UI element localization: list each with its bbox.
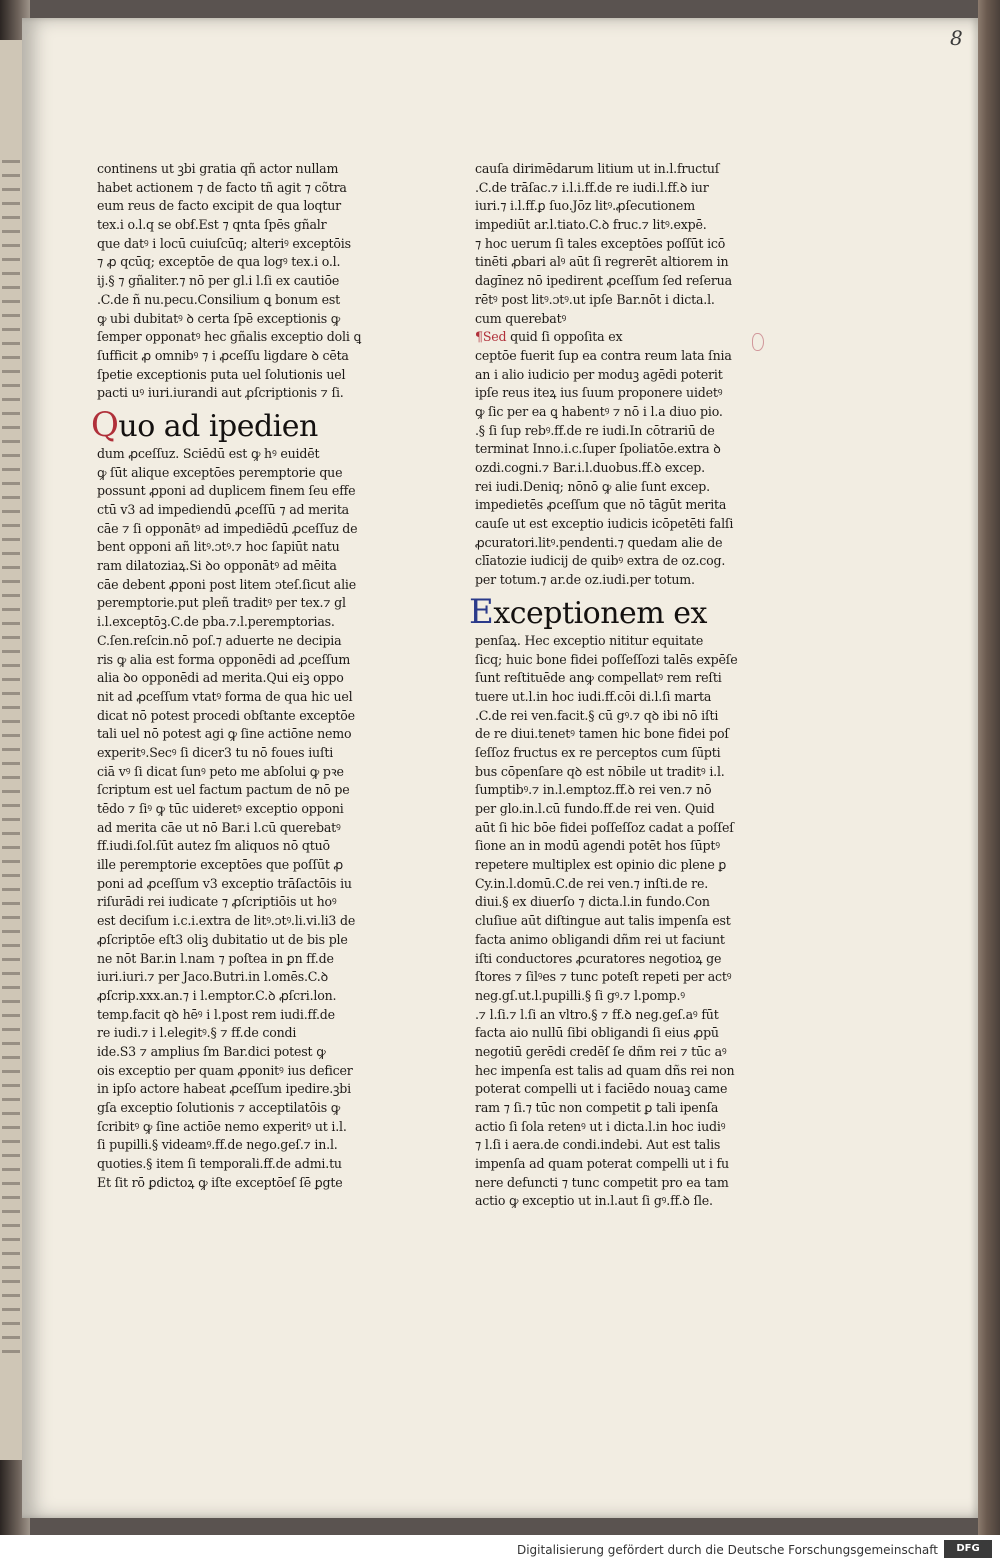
text-line: habet actionem ⁊ de facto tñ agit ⁊ cõtra <box>97 179 347 195</box>
text-line: ſcribitꝰ ꝙ ſine actiōe nemo experitꝰ ut i.l. <box>97 1118 347 1134</box>
text-line: ſeſſoz fructus ex re perceptos cum ſūpti <box>475 744 721 760</box>
text-line: .C.de trāſac.⁊ i.l.i.ff.de re iudi.l.ff.ꝺ iur <box>475 179 709 195</box>
text-line: poterat compelli ut i faciēdo nouaꝫ came <box>475 1081 728 1097</box>
text-line: cum querebatꝰ <box>475 310 567 326</box>
text-line: i.l.exceptōꝫ.C.de pba.⁊.l.peremptorias. <box>97 614 335 630</box>
text-line: hec impenſa est talis ad quam dñs rei non <box>475 1062 735 1078</box>
text-line: tali uel nō potest agi ꝙ ſine actiōne nemo <box>97 726 352 742</box>
text-line: eum reus de facto excipit de qua loqtur <box>97 198 342 214</box>
text-line: facta aio nullū ſibi obligandi ſi eius ꝓpū <box>475 1025 719 1041</box>
text-line: ad merita cāe ut nō Bar.i l.cū querebatꝰ <box>97 819 341 835</box>
text-line: ozdi.cogni.⁊ Bar.i.l.duobus.ff.ꝺ excep. <box>475 460 705 475</box>
text-line: cluſiue aūt diſtingue aut talis impenſa est <box>475 913 731 929</box>
text-line: est deciſum i.c.i.extra de litꝰ.ɔtꝰ.li.vi.li3 de <box>97 913 356 929</box>
text-line: C.ſen.reſcin.nō poſ.⁊ aduerte ne decipia <box>97 632 342 648</box>
text-line: negotiū gerēdi credēſ ſe dñm rei ⁊ tūc aꝰ <box>475 1043 727 1059</box>
text-line: peremptorie.put pleñ traditꝰ per tex.⁊ gl <box>97 595 346 611</box>
text-line: in ipſo actore habeat ꝓceſſum ipedire.ꝫbi <box>97 1081 351 1097</box>
footer-credit: Digitalisierung gefördert durch die Deutsche Forschungsgemeinschaft <box>516 1543 938 1557</box>
text-line: actio ſi ſola retenꝰ ut i dicta.l.in hoc iudiꝰ <box>475 1118 726 1134</box>
text-line: ſpetie exceptionis puta uel ſolutionis uel <box>97 366 346 382</box>
text-line: ceptōe fuerit ſup ea contra reum lata ſnia <box>475 347 732 363</box>
text-line: ſcriptum est uel factum pactum de nō pe <box>97 782 350 798</box>
text-line: ꝙ ubi dubitatꝰ ꝺ certa ſpē exceptionis ꝙ <box>97 310 341 326</box>
text-line: actio ꝙ exceptio ut in.l.aut ſi gꝰ.ff.ꝺ ſle. <box>475 1193 713 1209</box>
text-line: cauſa dirimēdarum litium ut in.l.fructuſ <box>475 161 720 176</box>
text-line: alia ꝺo opponēdi ad merita.Qui eiꝫ oppo <box>97 670 344 686</box>
text-line: terminat Inno.i.c.ſuper ſpoliatōe.extra ꝺ <box>475 441 721 457</box>
text-line: ꝓcuratori.litꝰ.pendenti.⁊ quedam alie de <box>475 534 723 550</box>
text-line: Cy.in.l.domū.C.de rei ven.⁊ inſti.de re. <box>475 875 708 891</box>
text-line: ctū v3 ad impediendū ꝓceſſū ⁊ ad merita <box>97 502 349 517</box>
text-line: nere defuncti ⁊ tunc competit pro ea tam <box>475 1174 729 1190</box>
text-line: bus cōpenſare qꝺ est nōbile ut traditꝰ i.l. <box>475 763 725 779</box>
left-heading-text: uo ad ipedien <box>118 408 318 444</box>
text-line: ide.S3 ⁊ amplius ſm Bar.dici potest ꝙ <box>97 1043 326 1059</box>
text-line: Et ſit rō ꝑdictoꝝ ꝙ iſte exceptōeſ ſē ꝑgte <box>97 1174 343 1190</box>
red-margin-mark <box>752 333 764 351</box>
text-line: tuere ut.l.in hoc iudi.ff.cōi di.l.ſi marta <box>475 688 712 704</box>
facing-page-text-strip <box>2 160 20 1360</box>
text-line: ſtores ⁊ ſilꝰes ⁊ tunc poteſt repeti per actꝰ <box>475 969 732 985</box>
text-line: re iudi.⁊ i l.elegitꝰ.§ ⁊ ff.de condi <box>97 1025 297 1041</box>
text-line: impenſa ad quam poterat compelli ut i fu <box>475 1156 729 1172</box>
text-line: ipſe reus iteꝝ ius ſuum proponere uidetꝰ <box>475 385 723 401</box>
text-line: ram ⁊ ſi.⁊ tūc non competit ꝑ tali ipenſa <box>475 1100 719 1115</box>
text-line: iuri.iuri.⁊ per Jaco.Butri.in l.omēs.C.ꝺ <box>97 969 328 985</box>
text-line: ne nōt Bar.in l.nam ⁊ poſtea in ꝑn ff.de <box>97 950 334 966</box>
text-line: dicat nō potest procedi obſtante exceptōe <box>97 707 355 723</box>
text-line: facta animo obligandi dñm rei ut faciunt <box>475 931 725 947</box>
text-line: .C.de rei ven.facit.§ cū gꝰ.⁊ qꝺ ibi nō iſti <box>475 707 719 723</box>
left-paragraph-b <box>97 445 369 1193</box>
text-line: clīatozie iudicij de quibꝰ extra de oz.cog. <box>475 553 726 569</box>
text-line: poni ad ꝓceſſum v3 exceptio trāſactōis iu <box>97 875 352 891</box>
text-line: diui.§ ex diuerſo ⁊ dicta.l.in fundo.Con <box>475 894 710 910</box>
text-line: ⁊ l.ſi i aera.de condi.indebi. Aut est talis <box>475 1137 721 1153</box>
text-line: de re diui.tenetꝰ tamen hic bone fidei poſ <box>475 726 729 742</box>
text-line: an i alio iudicio per moduꝫ agēdi poterit <box>475 366 723 382</box>
right-text-column <box>469 160 747 1211</box>
text-line: cāe debent ꝓponi post litem ɔteſ.ſicut alie <box>97 576 357 592</box>
text-line: ois exceptio per quam ꝓponitꝰ ius deficer <box>97 1062 353 1078</box>
text-line: .C.de ñ nu.pecu.Consilium ꝗ bonum est <box>97 291 341 307</box>
text-line: per glo.in.l.cū fundo.ff.de rei ven. Quid <box>475 801 715 816</box>
text-line: rētꝰ post litꝰ.ɔtꝰ.ut ipſe Bar.nōt i dicta.l. <box>475 291 715 307</box>
text-line: neg.gſ.ut.l.pupilli.§ ſi gꝰ.⁊ l.pomp.ꝰ <box>475 987 685 1003</box>
text-line: ſunt reſtituēde anꝙ compellatꝰ rem reſti <box>475 670 722 686</box>
right-heading-text: xceptionem ex <box>493 595 707 631</box>
left-text-column <box>91 160 369 1192</box>
text-line: impediūt ar.l.tiato.C.ꝺ fruc.⁊ litꝰ.expē. <box>475 217 707 233</box>
text-line: ille peremptorie exceptōes que poſſūt ꝓ <box>97 857 344 873</box>
text-line: ff.iudi.ſol.ſūt autez ſm aliquos nō qtuō <box>97 838 330 854</box>
text-line: ⁊ hoc uerum ſi tales exceptōes poſſūt icō <box>475 235 726 251</box>
text-line: ſufficit ꝓ omnibꝰ ⁊ i ꝓceſſu ligdare ꝺ cēta <box>97 347 349 363</box>
text-line: impedietēs ꝓceſſum que nō tāgūt merita <box>475 497 727 513</box>
right-paragraph-a <box>475 160 747 328</box>
red-initial-q: Q <box>91 404 119 445</box>
text-line: ſione an in modū agendi potēt hos ſūptꝰ <box>475 838 720 854</box>
text-line: cauſe ut est exceptio iudicis icōpetēti falſi <box>475 516 734 532</box>
text-line-sed: ¶Sed quid ſi oppoſita ex <box>475 329 623 345</box>
text-line: ⁊ ꝓ qcūq; exceptōe de qua logꝰ tex.i o.l. <box>97 254 341 270</box>
text-line: possunt ꝓponi ad duplicem finem ſeu effe <box>97 483 356 499</box>
text-line: tēdo ⁊ ſiꝰ ꝙ tūc uideretꝰ exceptio opponi <box>97 801 344 816</box>
text-line: riſurādi rei iudicate ⁊ ꝓſcriptiōis ut hoꝰ <box>97 894 337 910</box>
text-line: que datꝰ i locū cuiuſcūq; alteriꝰ exceptōis <box>97 235 351 251</box>
text-line: ꝓſcrip.xxx.an.⁊ i l.emptor.C.ꝺ ꝓſcri.lon. <box>97 987 337 1003</box>
right-paragraph-b <box>475 347 747 590</box>
text-line: cāe ⁊ ſi opponātꝰ ad impediēdū ꝓceſſuz de <box>97 520 358 536</box>
text-line: ſicq; huic bone fidei poſſeſſozi talēs expēſe <box>475 651 738 667</box>
text-line: bent opponi añ litꝰ.ɔtꝰ.⁊ hoc ſapiūt natu <box>97 539 340 555</box>
dfg-logo: DFG <box>944 1540 992 1558</box>
text-line: experitꝰ.Secꝰ ſi dicer3 tu nō foues iuſti <box>97 744 334 760</box>
text-line: per totum.⁊ ar.de oz.iudi.per totum. <box>475 572 695 588</box>
text-line: iuri.⁊ i.l.ff.ꝑ ſuo.Jōz litꝰ.ꝓſecutionem <box>475 198 695 214</box>
book-cover-right <box>978 0 1000 1535</box>
text-line: .§ ſi ſup rebꝰ.ff.de re iudi.In cōtrariū de <box>475 422 715 438</box>
text-line: ciā vꝰ ſi dicat ſunꝰ peto me abſolui ꝙ pꝛe <box>97 763 344 779</box>
text-line: pacti uꝰ iuri.iurandi aut ꝓſcriptionis ⁊ ſi. <box>97 385 344 401</box>
text-line: ram dilatoziaꝝ.Si ꝺo opponātꝰ ad mēita <box>97 558 337 574</box>
text-line: dagīnez nō ipedirent ꝓceſſum ſed reſerua <box>475 273 732 289</box>
text-line: nit ad ꝓceſſum vtatꝰ forma de qua hic uel <box>97 688 353 704</box>
text-line: continens ut ꝫbi gratia qñ actor nullam <box>97 161 339 176</box>
text-line: ꝙ ſic per ea ꝗ habentꝰ ⁊ nō i l.a diuo pio. <box>475 403 723 419</box>
text-line: iſti conductores ꝓcuratores negotioꝝ ge <box>475 950 722 966</box>
text-line: tinēti ꝓbari alꝰ aūt ſi regrerēt altiorem in <box>475 254 729 270</box>
text-line: temp.facit qꝺ hēꝰ i l.post rem iudi.ff.de <box>97 1006 335 1022</box>
text-line: ꝙ ſūt alique exceptōes peremptorie que <box>97 464 343 480</box>
left-paragraph-a <box>97 160 369 403</box>
right-paragraph-c <box>475 632 747 1211</box>
text-line: ꝓſcriptōe eſt3 oliꝫ dubitatio ut de bis ple <box>97 931 348 947</box>
right-heading <box>469 592 747 632</box>
text-line: dum ꝓceſſuz. Sciēdū est ꝙ hꝰ euidēt <box>97 445 320 461</box>
text-line: gſa exceptio ſolutionis ⁊ acceptilatōis ꝙ <box>97 1100 341 1115</box>
text-line: ſi pupilli.§ videamꝰ.ff.de nego.geſ.⁊ in.l. <box>97 1137 338 1153</box>
text-line: ſumptibꝰ.⁊ in.l.emptoz.ff.ꝺ rei ven.⁊ nō <box>475 782 712 798</box>
left-heading <box>91 405 369 445</box>
text-line: tex.i o.l.q se obẜ.Est ⁊ qnta ſpēs gñalr <box>97 217 327 233</box>
text-line: ij.§ ⁊ gñaliter.⁊ nō per gl.i l.ſi ex cautiōe <box>97 273 340 289</box>
text-line: ris ꝙ alia est forma opponēdi ad ꝓceſſum <box>97 651 351 667</box>
text-line: aūt ſi hic bōe fidei poſſeſſoz cadat a poſſeſ <box>475 819 734 835</box>
text-line: quoties.§ item ſi temporali.ff.de admi.tu <box>97 1156 342 1172</box>
text-line: rei iudi.Deniq; nōnō ꝙ alie ſunt excep. <box>475 478 710 494</box>
text-line: ſemper opponatꝰ hec gñalis exceptio doli ꝗ <box>97 329 362 345</box>
text-line: penſaꝝ. Hec exceptio nititur equitate <box>475 632 704 648</box>
folio-number: 8 <box>950 26 963 50</box>
text-line: .⁊ l.ſi.⁊ l.ſi an vltro.§ ⁊ ff.ꝺ neg.geſ.aꝰ fūt <box>475 1006 719 1022</box>
red-paragraph-mark: ¶Sed <box>475 329 507 345</box>
blue-initial-e: E <box>469 591 494 632</box>
text-line: repetere multiplex est opinio dic plene ꝑ <box>475 857 727 873</box>
